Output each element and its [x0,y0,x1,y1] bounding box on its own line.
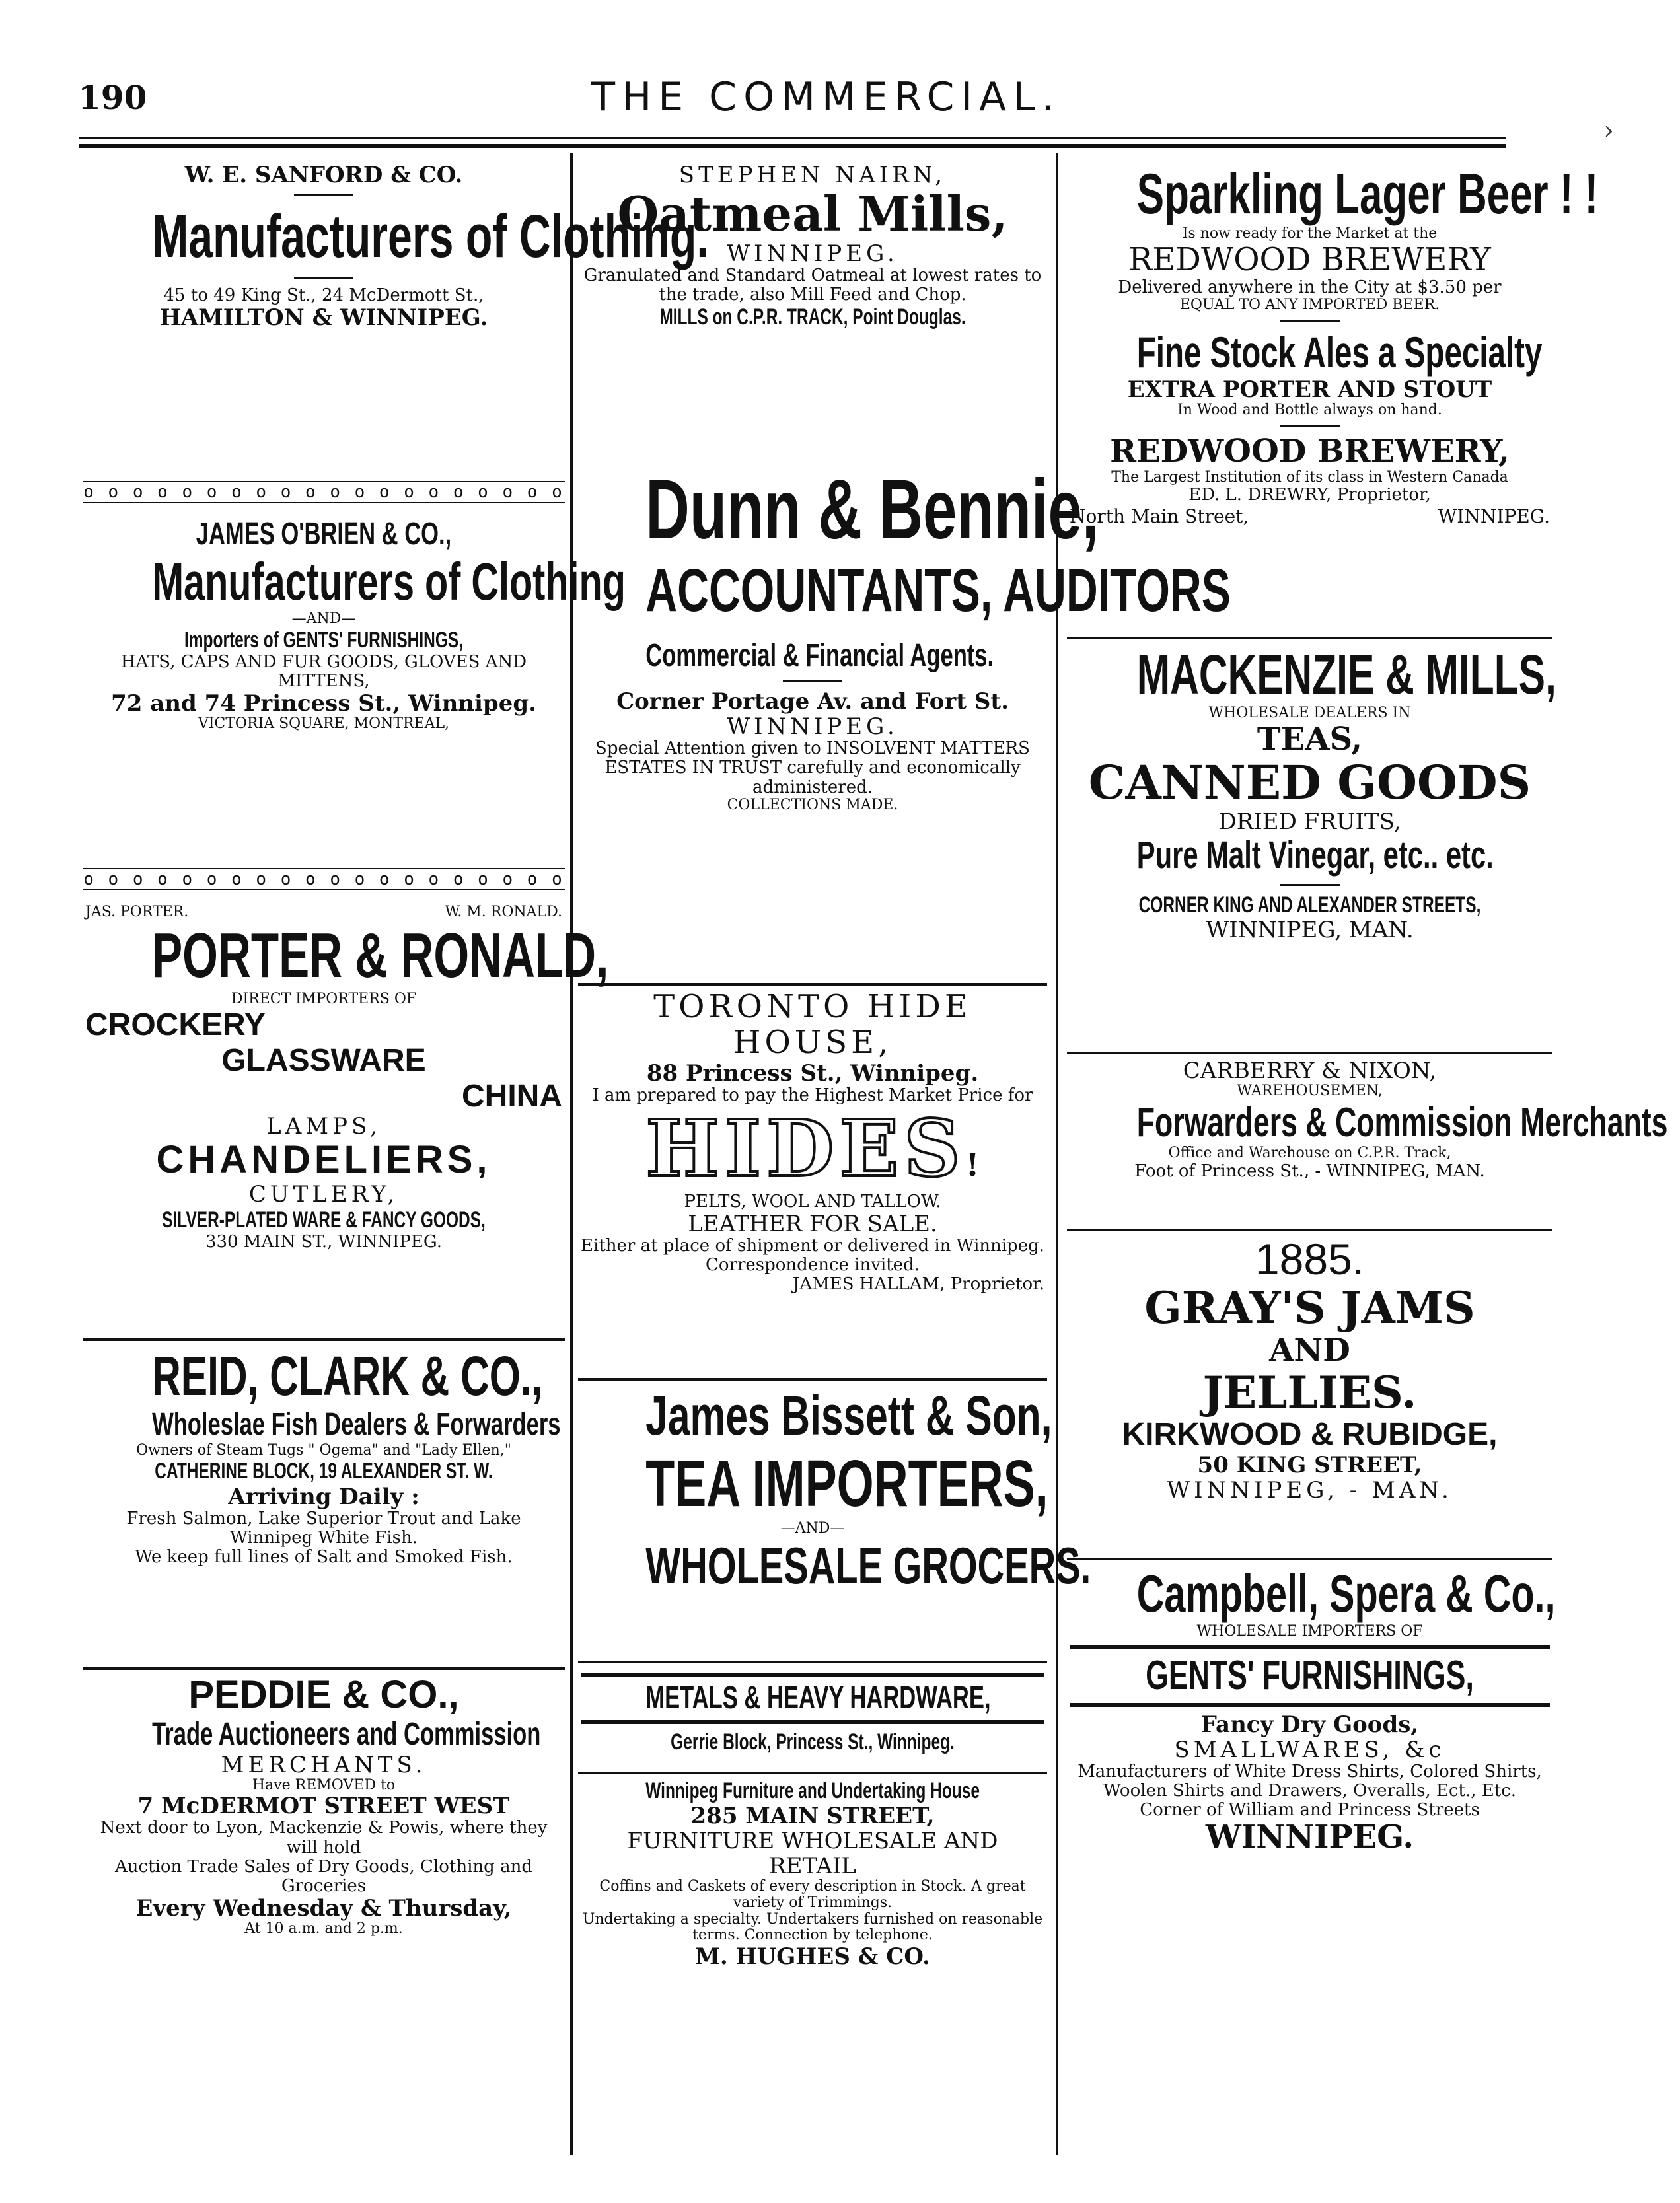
ad-and: —AND— [291,610,356,628]
ad-grocers: WHOLESALE GROCERS. [645,1536,1091,1595]
ad-title: Winnipeg Furniture and Undertaking House [645,1778,980,1803]
page-header [0,0,1680,132]
ad-title: James Bissett & Son, [645,1385,1052,1447]
ad-cutlery: CUTLERY, [248,1181,399,1208]
ad-peddie [83,1670,565,1949]
ad-estates: ESTATES IN TRUST carefully and economically administered. [604,758,1021,797]
ad-headline: Oatmeal Mills, [617,186,1008,242]
ad-china: CHINA [462,1078,562,1114]
ad-city: WINNIPEG, MAN. [1206,916,1414,943]
ad-next: Next door to Lyon, Mackenzie & Powis, where they will hold [100,1818,548,1858]
page-number: 190 [78,78,147,117]
ad-title: JAMES O'BRIEN & CO., [196,517,452,552]
ad-firm: KIRKWOOD & RUBIDGE, [1122,1417,1498,1453]
ad-chandeliers: CHANDELIERS, [156,1138,492,1182]
ad-vinegar: Pure Malt Vinegar, etc.. etc. [1136,833,1494,877]
ad-address: 330 MAIN ST., WINNIPEG. [205,1231,443,1252]
ad-year: 1885. [1255,1235,1365,1283]
ad-address: 72 and 74 Princess St., Winnipeg. [111,690,536,717]
ad-fresh: Fresh Salmon, Lake Superior Trout and Lake Winnipeg White Fish. [126,1508,521,1548]
ad-title: Dunn & Bennie, [645,462,1099,557]
ad-days: Every Wednesday & Thursday, [135,1895,512,1922]
header-rule-thick [79,144,1506,148]
ad-headline: METALS & HEAVY HARDWARE, [645,1680,991,1715]
ad-and: —AND— [780,1520,845,1537]
ad-pelts: PELTS, WOOL AND TALLOW. [684,1191,941,1211]
ad-office: Office and Warehouse on C.P.R. Track, [1168,1145,1451,1162]
ad-corner: CORNER KING AND ALEXANDER STREETS, [1138,892,1481,918]
ad-mills: MILLS on C.P.R. TRACK, Point Douglas. [659,305,966,330]
ad-ready: Is now ready for the Market at the [1182,225,1438,242]
ad-title: CARBERRY & NIXON, [1183,1058,1437,1084]
ad-headline: ACCOUNTANTS, AUDITORS [645,557,1231,625]
ad-nairn [578,159,1047,419]
ad-ales: Fine Stock Ales a Specialty [1136,328,1543,377]
ad-dried: DRIED FRUITS, [1218,808,1401,835]
ad-foot: Foot of Princess St., - WINNIPEG, MAN. [1134,1161,1485,1181]
ad-title: PORTER & RONALD, [152,920,609,991]
ad-lamps: LAMPS, [266,1113,381,1140]
partner-left: JAS. PORTER. [85,904,189,920]
ad-sub: WHOLESALE IMPORTERS OF [1196,1622,1423,1640]
ad-city: WINNIPEG, - MAN. [1167,1477,1453,1504]
ad-headline: TEA IMPORTERS, [645,1447,1048,1521]
ad-smallwares: SMALLWARES, &c [1174,1736,1445,1763]
ad-address: 7 McDERMOT STREET WEST [137,1793,510,1820]
ad-owner: M. HUGHES & CO. [695,1943,930,1970]
ad-manufacturers: Manufacturers of White Dress Shirts, Colored Shirts, Woolen Shirts and Drawers, Overalls, Ect., Etc. [1077,1761,1542,1801]
margin-mark: › [1603,116,1614,146]
ad-jellies: JELLIES. [1202,1366,1417,1418]
ad-headline: GENTS' FURNISHINGS, [1146,1653,1474,1699]
ad-owners: Owners of Steam Tugs " Ogema" and "Lady Ellen," [136,1441,511,1459]
ad-porter-ronald [83,900,609,1341]
ad-title: REID, CLARK & CO., [152,1345,543,1407]
ad-undertaking: Undertaking a specialty. Undertakers furnished on reasonable terms. Connection by telephone. [582,1910,1043,1944]
ad-extra: EXTRA PORTER AND STOUT [1127,377,1492,404]
header-rule [79,137,1506,139]
ad-hides: HIDES [645,1102,966,1194]
ad-coffins: Coffins and Caskets of every description in Stock. A great variety of Trimmings. [599,1878,1026,1911]
ad-carberry-nixon [1067,1054,1668,1231]
ad-headline: Sparkling Lager Beer ! ! [1136,163,1599,226]
ad-redwood-brewery [1067,159,1599,639]
ad-brewery: REDWOOD BREWERY [1128,240,1491,278]
ad-brewery2: REDWOOD BREWERY, [1110,433,1510,470]
ad-title: MACKENZIE & MILLS, [1136,643,1556,705]
column-divider [1056,153,1058,2155]
ad-obrien [83,513,626,859]
ad-goods: HATS, CAPS AND FUR GOODS, GLOVES AND MITTENS, [120,652,527,692]
ad-canned: CANNED GOODS [1088,755,1531,811]
ad-address: Gerrie Block, Princess St., Winnipeg. [671,1729,955,1754]
ad-leather: LEATHER FOR SALE. [688,1210,937,1237]
ad-city: WINNIPEG. [727,240,898,267]
ad-title: Campbell, Spera & Co., [1136,1564,1556,1623]
ad-agents: Commercial & Financial Agents. [645,638,994,674]
ad-mackenzie-mills [1067,639,1556,1054]
ad-headline: Trade Auctioneers and Commission [152,1716,541,1752]
ad-teas: TEAS, [1257,720,1363,758]
ad-sub: WAREHOUSEMEN, [1237,1083,1383,1100]
ad-glassware: GLASSWARE [221,1042,426,1078]
masthead: THE COMMERCIAL. [591,74,1061,120]
ad-desc: Granulated and Standard Oatmeal at lowest rates to the trade, also Mill Feed and Chop. [583,265,1042,305]
ad-title: STEPHEN NAIRN, [678,162,947,188]
ad-crockery: CROCKERY [85,1007,266,1043]
ad-silver: SILVER-PLATED WARE & FANCY GOODS, [162,1207,486,1233]
ad-special: Special Attention given to INSOLVENT MATTERS [595,739,1030,759]
ad-address: 45 to 49 King St., 24 McDermott St., [163,285,484,306]
ad-city: WINNIPEG. [727,713,898,740]
ad-furniture [578,1774,1047,1981]
ad-address: 50 KING STREET, [1197,1452,1422,1479]
ad-address: Corner Portage Av. and Fort St. [616,688,1009,715]
ad-sub: WHOLESALE DEALERS IN [1208,705,1411,722]
ad-bissett [578,1381,1091,1663]
ad-north: North Main Street, [1070,505,1249,527]
ad-merchants: MERCHANTS. [221,1751,427,1778]
ad-hides-bang: ! [965,1146,980,1184]
ad-delivered: Delivered anywhere in the City at $3.50 per [1118,277,1502,297]
ad-grays-jams [1067,1231,1552,1560]
ad-sub: DIRECT IMPORTERS OF [231,990,417,1007]
ad-metals [578,1663,1047,1774]
ad-title: PEDDIE & CO., [188,1673,459,1716]
ad-headline: Forwarders & Commission Merchants [1136,1099,1668,1145]
ad-address: 88 Princess St., Winnipeg. [646,1060,979,1087]
ad-largest: The Largest Institution of its class in Western Canada [1111,468,1508,486]
ad-corner: Corner of William and Princess Streets [1140,1800,1480,1821]
ad-auction: Auction Trade Sales of Dry Goods, Clothing and Groceries [115,1856,532,1896]
partner-right: W. M. RONALD. [445,904,562,920]
ad-city: WINNIPEG. [1438,505,1550,527]
ad-headline: Manufacturers of Clothing [152,552,626,611]
column-3 [1067,159,1668,1867]
ad-reid-clark [83,1341,565,1670]
ad-importers: Importers of GENTS' FURNISHINGS, [184,627,464,653]
ad-time: At 10 a.m. and 2 p.m. [244,1920,403,1937]
ad-city: WINNIPEG. [1205,1819,1414,1856]
ad-proprietor: ED. L. DREWRY, Proprietor, [1188,485,1431,505]
ad-title: TORONTO HIDE HOUSE, [653,988,972,1061]
ad-title: W. E. SANFORD & CO. [184,162,463,188]
ad-sanford [83,159,709,472]
ad-arriving: Arriving Daily : [228,1483,420,1510]
ad-keep: We keep full lines of Salt and Smoked Fish. [135,1546,513,1567]
ad-headline: Manufacturers of Clothing. [152,203,709,271]
ad-address: CATHERINE BLOCK, 19 ALEXANDER ST. W. [155,1459,493,1484]
ad-proprietor: JAMES HALLAM, Proprietor. [792,1274,1044,1295]
ad-cities: HAMILTON & WINNIPEG. [159,305,488,332]
dotted-divider: o o o o o o o o o o o o o o o o o o o o [83,482,564,502]
ad-wood: In Wood and Bottle always on hand. [1177,402,1442,419]
ad-headline: GRAY'S JAMS [1144,1282,1475,1334]
ad-either: Either at place of shipment or delivered in Winnipeg. Correspondence invited. [581,1236,1044,1276]
dotted-divider: o o o o o o o o o o o o o o o o o o o o [83,869,564,889]
ad-collections: COLLECTIONS MADE. [727,796,898,813]
ad-prepared: I am prepared to pay the Highest Market Price for [592,1085,1033,1105]
ad-address: 285 MAIN STREET, [690,1803,935,1830]
ad-branch: VICTORIA SQUARE, MONTREAL, [198,715,450,733]
ad-hide-house [578,986,1047,1381]
ad-headline: Wholeslae Fish Dealers & Forwarders [152,1407,561,1443]
ad-and: AND [1269,1331,1350,1369]
ad-wholesale: FURNITURE WHOLESALE AND RETAIL [627,1828,998,1880]
column-1 [83,159,709,1949]
column-divider [570,153,573,2155]
ad-removed: Have REMOVED to [252,1776,396,1793]
ad-fancy: Fancy Dry Goods, [1200,1711,1419,1738]
ad-campbell-spera [1067,1560,1556,1867]
ad-equal: EQUAL TO ANY IMPORTED BEER. [1179,296,1440,313]
